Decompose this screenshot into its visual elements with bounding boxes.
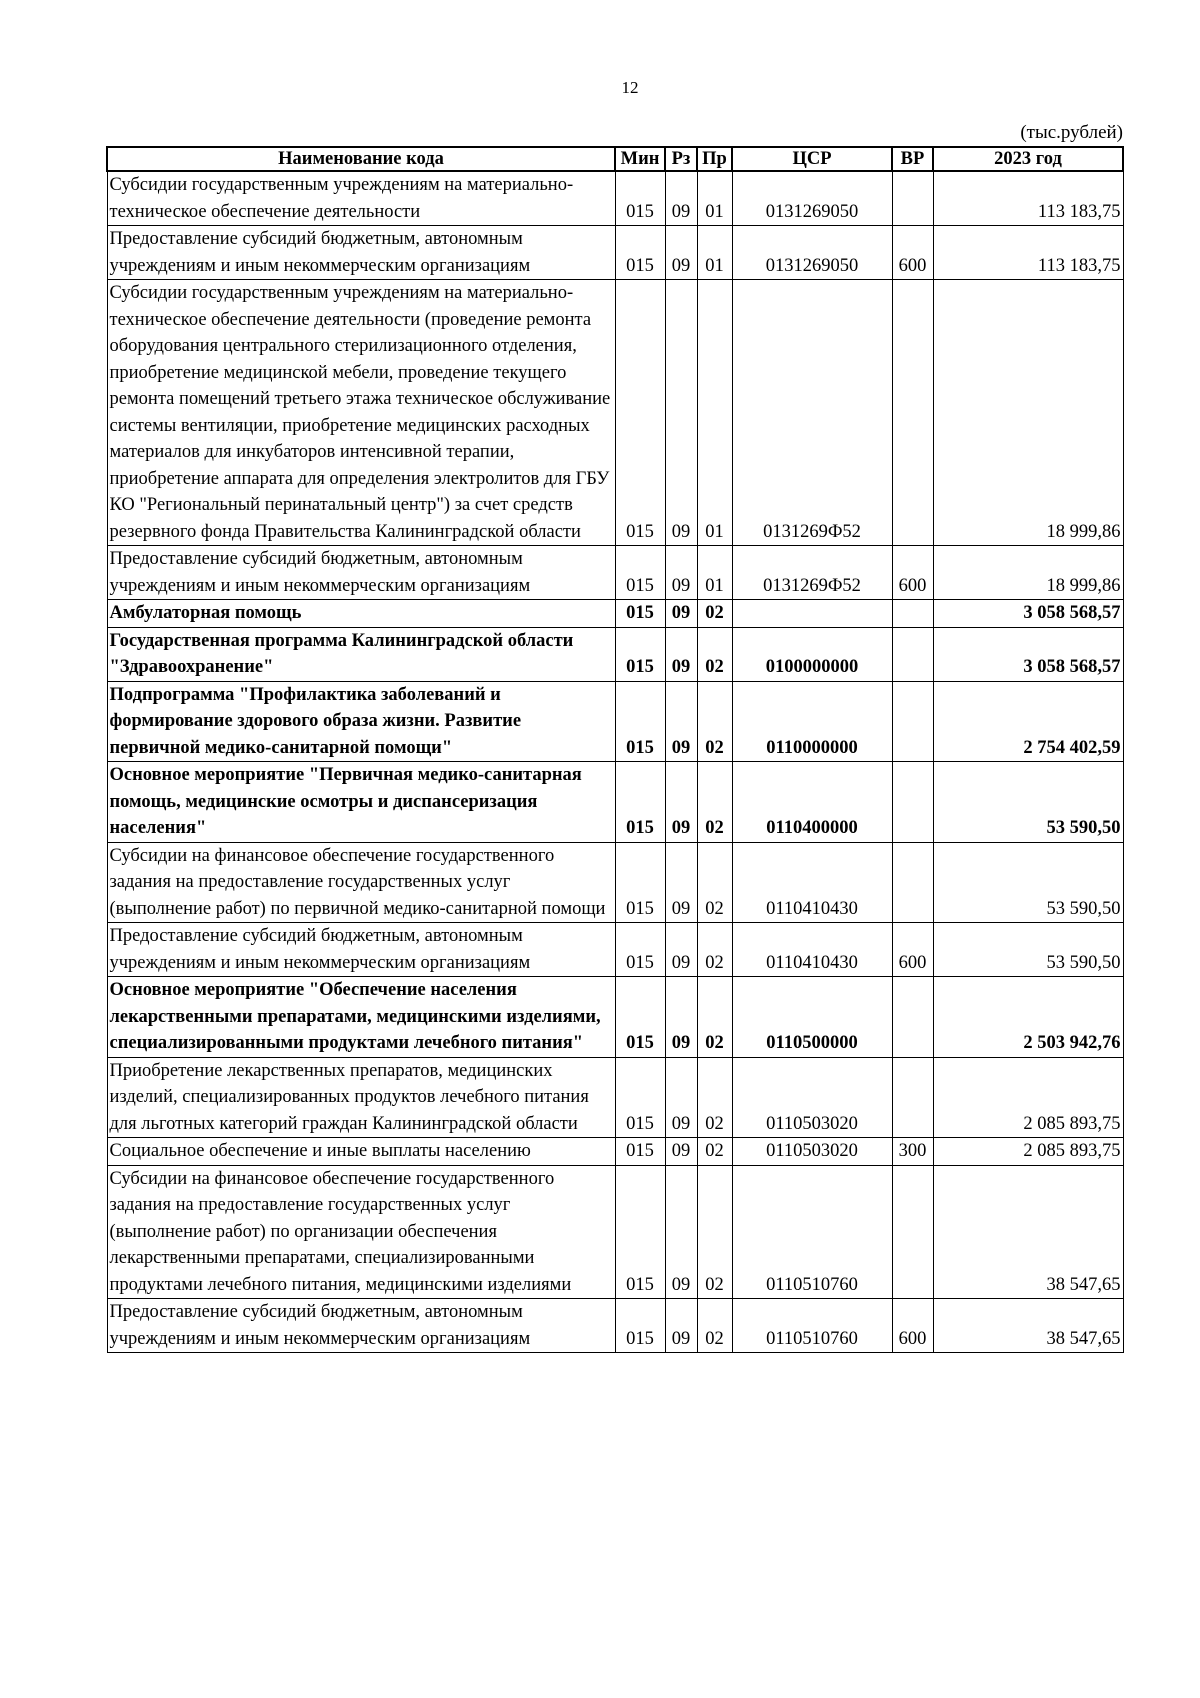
cell-rz: 09 (665, 681, 697, 762)
cell-rz: 09 (665, 842, 697, 923)
table-body (107, 171, 1123, 1353)
cell-amount: 2 754 402,59 (933, 681, 1123, 762)
header-pr: Пр (697, 147, 732, 171)
cell-pr: 02 (697, 1165, 732, 1299)
cell-name: Государственная программа Калининградской области "Здравоохранение" (107, 627, 615, 681)
cell-csr: 0131269Ф52 (732, 280, 892, 546)
header-rz: Рз (665, 147, 697, 171)
cell-pr: 02 (697, 977, 732, 1058)
cell-rz: 09 (665, 1138, 697, 1166)
cell-name: Предоставление субсидий бюджетным, автономным учреждениям и иным некоммерческим организациям (107, 923, 615, 977)
table-header-row (107, 147, 1123, 171)
cell-rz: 09 (665, 1299, 697, 1353)
cell-amount: 38 547,65 (933, 1299, 1123, 1353)
cell-rz: 09 (665, 1165, 697, 1299)
header-year: 2023 год (933, 147, 1123, 171)
cell-name: Основное мероприятие "Первичная медико-санитарная помощь, медицинские осмотры и диспансеризация населения" (107, 762, 615, 843)
cell-pr: 02 (697, 923, 732, 977)
cell-amount: 2 085 893,75 (933, 1138, 1123, 1166)
cell-min: 015 (615, 600, 665, 628)
cell-csr: 0110410430 (732, 842, 892, 923)
cell-amount: 2 085 893,75 (933, 1057, 1123, 1138)
cell-vr (892, 600, 933, 628)
cell-csr: 0110503020 (732, 1057, 892, 1138)
cell-name: Предоставление субсидий бюджетным, автономным учреждениям и иным некоммерческим организациям (107, 546, 615, 600)
header-min: Мин (615, 147, 665, 171)
cell-name: Субсидии государственным учреждениям на материально-техническое обеспечение деятельности (107, 171, 615, 226)
cell-min: 015 (615, 681, 665, 762)
cell-csr: 0110503020 (732, 1138, 892, 1166)
units-label: (тыс.рублей) (1020, 122, 1123, 143)
cell-pr: 02 (697, 627, 732, 681)
cell-csr: 0131269050 (732, 226, 892, 280)
cell-amount: 38 547,65 (933, 1165, 1123, 1299)
table-row (107, 842, 1123, 923)
cell-rz: 09 (665, 977, 697, 1058)
cell-csr: 0110410430 (732, 923, 892, 977)
cell-amount: 53 590,50 (933, 923, 1123, 977)
page-number: 12 (621, 78, 639, 97)
cell-pr: 02 (697, 681, 732, 762)
cell-pr: 01 (697, 226, 732, 280)
cell-min: 015 (615, 226, 665, 280)
table-row (107, 280, 1123, 546)
cell-name: Субсидии на финансовое обеспечение государственного задания на предоставление государственных услуг (выполнение работ) по организации обеспечения лекарственными препаратами, специализированными продуктами лечебного питания, медицинскими изделиями (107, 1165, 615, 1299)
header-csr: ЦСР (732, 147, 892, 171)
cell-amount: 113 183,75 (933, 171, 1123, 226)
cell-vr (892, 280, 933, 546)
table-row (107, 1165, 1123, 1299)
table-row (107, 600, 1123, 628)
table-row (107, 1138, 1123, 1166)
cell-pr: 01 (697, 171, 732, 226)
header-name: Наименование кода (107, 147, 615, 171)
cell-rz: 09 (665, 546, 697, 600)
cell-min: 015 (615, 171, 665, 226)
cell-min: 015 (615, 1299, 665, 1353)
cell-name: Амбулаторная помощь (107, 600, 615, 628)
cell-pr: 02 (697, 1299, 732, 1353)
cell-vr: 600 (892, 1299, 933, 1353)
cell-amount: 3 058 568,57 (933, 600, 1123, 628)
cell-csr: 0110510760 (732, 1299, 892, 1353)
cell-pr: 02 (697, 842, 732, 923)
cell-min: 015 (615, 1057, 665, 1138)
cell-vr (892, 171, 933, 226)
table-row (107, 1299, 1123, 1353)
cell-rz: 09 (665, 762, 697, 843)
cell-csr: 0100000000 (732, 627, 892, 681)
cell-vr (892, 842, 933, 923)
table-row (107, 627, 1123, 681)
cell-rz: 09 (665, 226, 697, 280)
cell-pr: 02 (697, 1138, 732, 1166)
cell-pr: 02 (697, 600, 732, 628)
cell-csr: 0110400000 (732, 762, 892, 843)
cell-rz: 09 (665, 600, 697, 628)
cell-min: 015 (615, 977, 665, 1058)
cell-name: Субсидии государственным учреждениям на материально-техническое обеспечение деятельности (проведение ремонта оборудования центрального стерилизационного отделения, приобретение медицинской мебели, проведение текущего ремонта помещений третьего этажа техническое обслуживание системы вентиляции, приобретение медицинских расходных материалов для инкубаторов интенсивной терапии, приобретение аппарата для определения электролитов для ГБУ КО "Региональный перинатальный центр") за счет средств резервного фонда Правительства Калининградской области (107, 280, 615, 546)
cell-name: Социальное обеспечение и иные выплаты населению (107, 1138, 615, 1166)
table-row (107, 977, 1123, 1058)
cell-amount: 113 183,75 (933, 226, 1123, 280)
cell-name: Приобретение лекарственных препаратов, медицинских изделий, специализированных продуктов лечебного питания для льготных категорий граждан Калининградской области (107, 1057, 615, 1138)
cell-amount: 53 590,50 (933, 842, 1123, 923)
cell-amount: 18 999,86 (933, 280, 1123, 546)
cell-amount: 53 590,50 (933, 762, 1123, 843)
cell-amount: 18 999,86 (933, 546, 1123, 600)
table-row (107, 226, 1123, 280)
cell-min: 015 (615, 280, 665, 546)
cell-vr: 600 (892, 226, 933, 280)
cell-vr (892, 762, 933, 843)
cell-min: 015 (615, 923, 665, 977)
cell-vr (892, 627, 933, 681)
cell-vr (892, 977, 933, 1058)
cell-vr: 300 (892, 1138, 933, 1166)
cell-csr: 0131269Ф52 (732, 546, 892, 600)
cell-name: Предоставление субсидий бюджетным, автономным учреждениям и иным некоммерческим организациям (107, 1299, 615, 1353)
budget-table (106, 146, 1124, 1353)
cell-vr (892, 1165, 933, 1299)
cell-rz: 09 (665, 280, 697, 546)
cell-name: Основное мероприятие "Обеспечение населения лекарственными препаратами, медицинскими изделиями, специализированными продуктами лечебного питания" (107, 977, 615, 1058)
cell-vr: 600 (892, 546, 933, 600)
cell-pr: 01 (697, 280, 732, 546)
cell-min: 015 (615, 842, 665, 923)
cell-vr: 600 (892, 923, 933, 977)
table-row (107, 762, 1123, 843)
cell-csr: 0110500000 (732, 977, 892, 1058)
cell-amount: 2 503 942,76 (933, 977, 1123, 1058)
table-row (107, 1057, 1123, 1138)
table-row (107, 546, 1123, 600)
table-row (107, 681, 1123, 762)
cell-name: Подпрограмма "Профилактика заболеваний и формирование здорового образа жизни. Развитие первичной медико-санитарной помощи" (107, 681, 615, 762)
cell-min: 015 (615, 1165, 665, 1299)
cell-min: 015 (615, 1138, 665, 1166)
cell-amount: 3 058 568,57 (933, 627, 1123, 681)
cell-vr (892, 1057, 933, 1138)
table-row (107, 171, 1123, 226)
cell-rz: 09 (665, 627, 697, 681)
cell-min: 015 (615, 627, 665, 681)
cell-pr: 02 (697, 762, 732, 843)
cell-pr: 02 (697, 1057, 732, 1138)
cell-min: 015 (615, 762, 665, 843)
cell-rz: 09 (665, 171, 697, 226)
cell-csr: 0131269050 (732, 171, 892, 226)
cell-name: Предоставление субсидий бюджетным, автономным учреждениям и иным некоммерческим организациям (107, 226, 615, 280)
cell-rz: 09 (665, 1057, 697, 1138)
cell-rz: 09 (665, 923, 697, 977)
cell-name: Субсидии на финансовое обеспечение государственного задания на предоставление государственных услуг (выполнение работ) по первичной медико-санитарной помощи (107, 842, 615, 923)
table-row (107, 923, 1123, 977)
cell-min: 015 (615, 546, 665, 600)
cell-vr (892, 681, 933, 762)
cell-csr: 0110000000 (732, 681, 892, 762)
cell-csr: 0110510760 (732, 1165, 892, 1299)
cell-csr (732, 600, 892, 628)
cell-pr: 01 (697, 546, 732, 600)
header-vr: ВР (892, 147, 933, 171)
